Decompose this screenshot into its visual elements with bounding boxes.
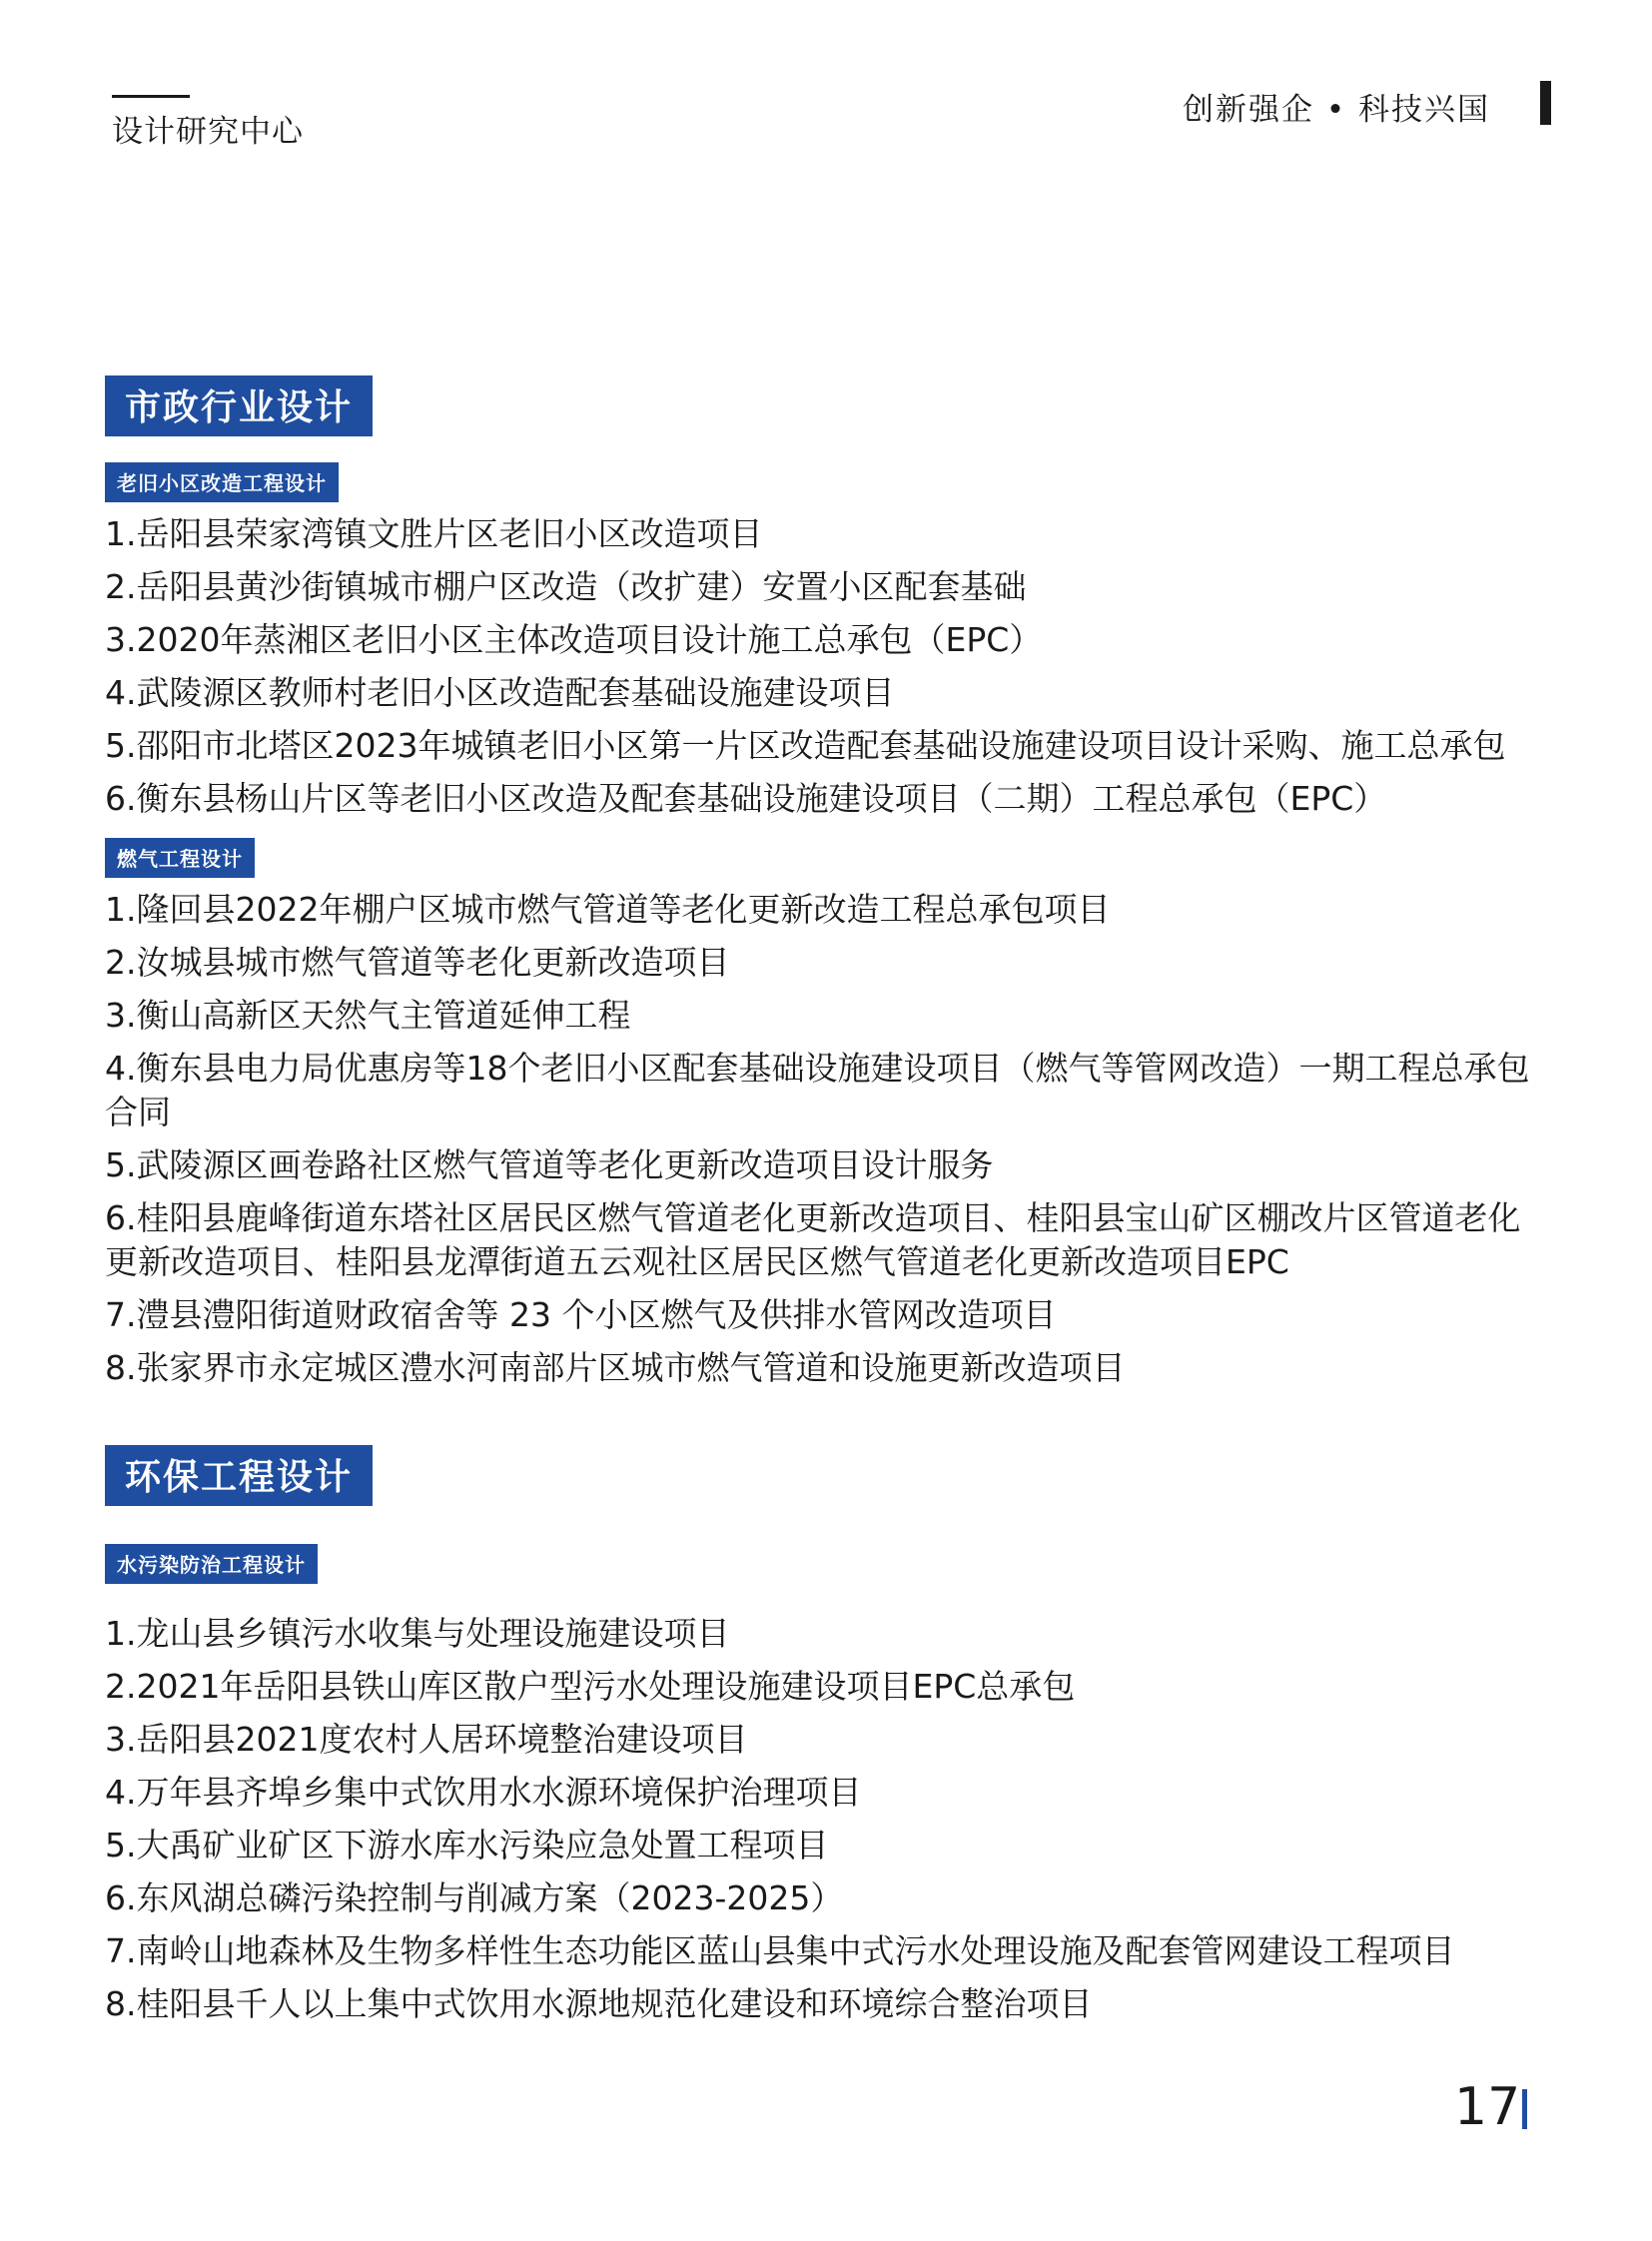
list-item: 4.武陵源区教师村老旧小区改造配套基础设施建设项目 <box>105 673 895 712</box>
list-item: 2.2021年岳阳县铁山库区散户型污水处理设施建设项目EPC总承包 <box>105 1667 1076 1706</box>
header-bar <box>1540 81 1551 125</box>
list-item: 6.东风湖总磷污染控制与削减方案（2023-2025） <box>105 1878 844 1917</box>
section-title-environmental: 环保工程设计 <box>105 1445 373 1506</box>
list-item: 3.衡山高新区天然气主管道延伸工程 <box>105 996 631 1035</box>
page-number-bar <box>1522 2089 1527 2129</box>
item-list-old-community <box>105 512 1553 821</box>
page-number: 17 <box>1454 2077 1521 2137</box>
list-item: 6.衡东县杨山片区等老旧小区改造及配套基础设施建设项目（二期）工程总承包（EPC） <box>105 779 1387 818</box>
item-list-gas <box>105 888 1553 1390</box>
subsection-title-gas: 燃气工程设计 <box>105 838 255 878</box>
list-item: 1.隆回县2022年棚户区城市燃气管道等老化更新改造工程总承包项目 <box>105 890 1111 929</box>
header-slogan: 创新强企 • 科技兴国 <box>1183 92 1490 128</box>
list-item: 5.邵阳市北塔区2023年城镇老旧小区第一片区改造配套基础设施建设项目设计采购、施工总承包 <box>105 726 1506 765</box>
list-item: 7.南岭山地森林及生物多样性生态功能区蓝山县集中式污水处理设施及配套管网建设工程项目 <box>105 1931 1455 1970</box>
list-item: 4.万年县齐埠乡集中式饮用水水源环境保护治理项目 <box>105 1773 862 1812</box>
list-item: 5.大禹矿业矿区下游水库水污染应急处置工程项目 <box>105 1826 829 1865</box>
list-item: 3.岳阳县2021度农村人居环境整治建设项目 <box>105 1720 748 1759</box>
list-item: 2.岳阳县黄沙街镇城市棚户区改造（改扩建）安置小区配套基础 <box>105 567 1027 606</box>
list-item: 8.张家界市永定城区澧水河南部片区城市燃气管道和设施更新改造项目 <box>105 1348 1126 1387</box>
list-item: 1.龙山县乡镇污水收集与处理设施建设项目 <box>105 1614 730 1653</box>
section-title-municipal: 市政行业设计 <box>105 375 373 436</box>
list-item: 3.2020年蒸湘区老旧小区主体改造项目设计施工总承包（EPC） <box>105 620 1043 659</box>
list-item: 7.澧县澧阳街道财政宿舍等 23 个小区燃气及供排水管网改造项目 <box>105 1295 1057 1334</box>
page-content <box>105 375 1553 2035</box>
item-list-water-pollution <box>105 1612 1553 2026</box>
subsection-title-water-pollution: 水污染防治工程设计 <box>105 1544 318 1584</box>
list-item: 4.衡东县电力局优惠房等18个老旧小区配套基础设施建设项目（燃气等管网改造）一期工程总承包合同 <box>105 1049 1530 1131</box>
list-item: 6.桂阳县鹿峰街道东塔社区居民区燃气管道老化更新改造项目、桂阳县宝山矿区棚改片区管道老化更新改造项目、桂阳县龙潭街道五云观社区居民区燃气管道老化更新改造项目EPC <box>105 1198 1521 1281</box>
header-rule <box>112 95 190 98</box>
list-item: 5.武陵源区画卷路社区燃气管道等老化更新改造项目设计服务 <box>105 1145 994 1184</box>
department-name: 设计研究中心 <box>112 114 304 150</box>
list-item: 1.岳阳县荣家湾镇文胜片区老旧小区改造项目 <box>105 514 763 553</box>
list-item: 8.桂阳县千人以上集中式饮用水源地规范化建设和环境综合整治项目 <box>105 1984 1093 2023</box>
subsection-title-old-community: 老旧小区改造工程设计 <box>105 462 339 502</box>
list-item: 2.汝城县城市燃气管道等老化更新改造项目 <box>105 943 730 982</box>
